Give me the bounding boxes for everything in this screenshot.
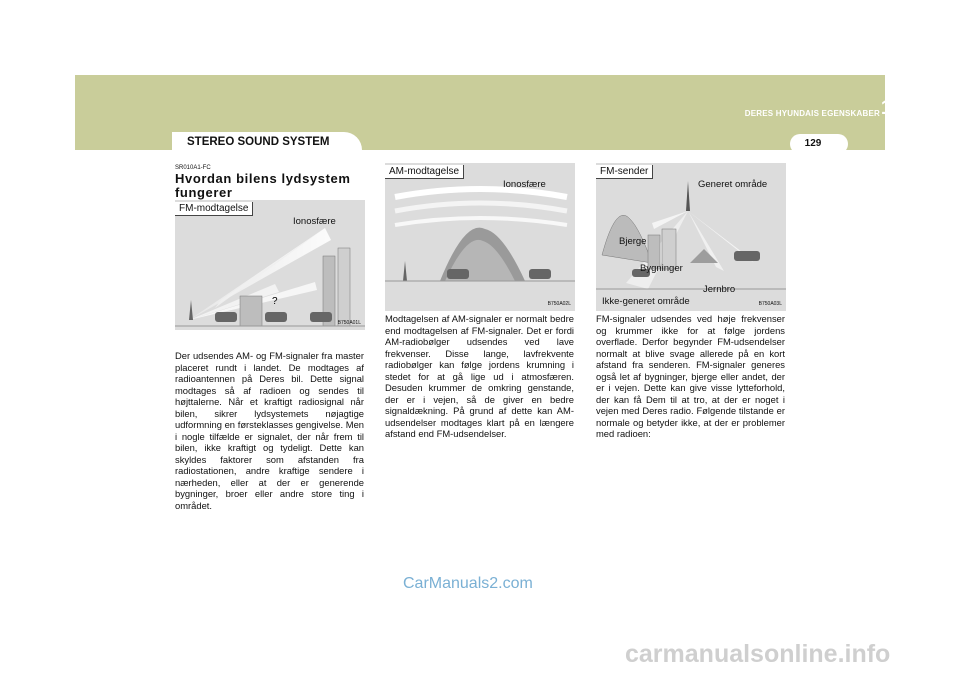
am-reception-figure [385,163,575,311]
mountains-label: Bjerge [619,236,647,247]
fm-transmitter-figure [596,163,786,311]
ionosphere-label: Ionosfære [293,216,336,227]
section-title: DERES HYUNDAIS EGENSKABER [744,109,880,118]
column-2-text: Modtagelsen af AM-signaler er normalt bedre end modtagelsen af FM-signaler. Det er fordi AM-radiobølger udsendes ved lave frekvenser. Disse lange, lavfrekvente radiobølger kan følge jordens krumning i stedet for at gå lige ud i atmosfæren. Desuden krummer de omkring genstande, der er i vejen, så de giver en bedre signaldækning. På grund af dette kan AM-udsendelser modtages klart på en længere afstand end FM-udsendelser. [385,313,574,439]
railway-bridge-label: Jernbro [703,284,736,295]
article-heading: Hvordan bilens lydsystem fungerer [175,171,351,200]
fm-reception-figure [175,200,365,330]
buildings-label: Bygninger [640,263,683,274]
page-number: 129 [804,138,822,149]
fm-reception-illustration [175,200,365,330]
figure-code-fm: B750A03L [758,301,782,307]
figure-code-am: B750A02L [547,301,571,307]
footer-watermark: carmanualsonline.info [625,640,891,668]
section-tab-label: STEREO SOUND SYSTEM [187,136,330,148]
svg-text:?: ? [272,296,278,307]
am-reception-tag: AM-modtagelse [385,165,464,179]
fm-reception-tag: FM-modtagelse [175,202,253,216]
ionosphere-label-am: Ionosfære [503,179,546,190]
uncovered-area-label: Ikke-generet område [602,296,690,307]
fm-transmitter-tag: FM-sender [596,165,653,179]
column-1-text: Der udsendes AM- og FM-signaler fra master placeret rundt i landet. De modtages af radioantennen på Deres bil. Dette signal modtages så af radioen og sendes til højttalerne. Når et kraftigt radiosignal når bilen, sikrer lydsystemets nøjagtige udformning en førsteklasses gengivelse. Men i nogle tilfælde er signalet, der når frem til bilen, ikke kraftigt og tydeligt. Dette kan skyldes faktorer som afstanden fra radiostationen, andre kraftige sendere i nærheden, eller at der er generende bygninger, broer eller andre store ting i området. [175,350,364,511]
column-3-text: FM-signaler udsendes ved høje frekvenser og krummer ikke for at følge jordens overflade. Derfor begynder FM-udsendelser normalt at blive svage allerede på en kort afstand fra senderen. FM-signaler generes også let af bygninger, bjerge eller andet, der er i vejen. Dette kan give visse lytteforhold, der kan få Dem til at tro, at der er noget i vejen med Deres radio. Følgende tilstande er normale og betyder ikke, at der er problemer med radioen: [596,313,785,439]
covered-area-label: Generet område [698,179,768,190]
figure-code: B750A01L [337,320,361,326]
am-reception-illustration [385,163,575,311]
watermark-link[interactable]: CarManuals2.com [403,575,533,592]
section-number: 1 [880,97,892,119]
article-code: SR010A1-FC [175,165,211,171]
